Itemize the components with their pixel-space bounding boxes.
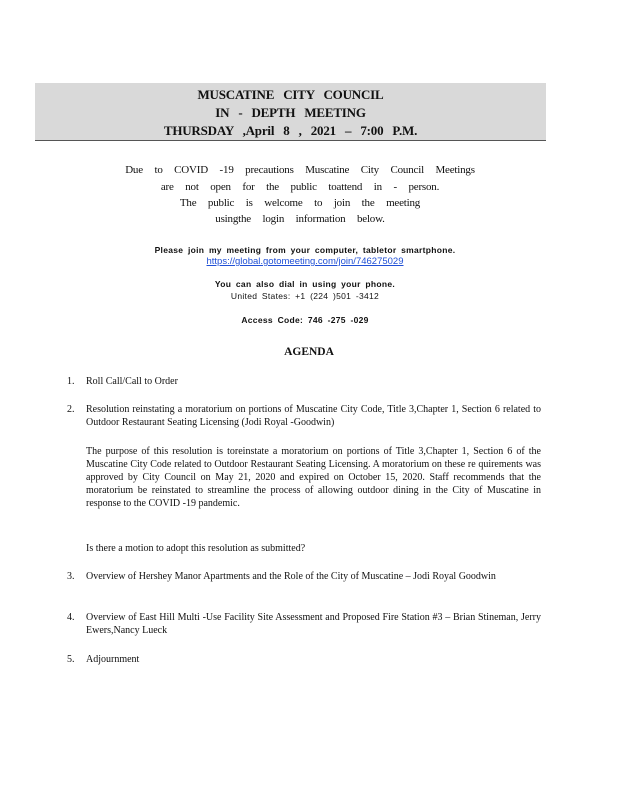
agenda-item-text: Overview of East Hill Multi -Use Facility Site Assessment and Proposed Fire Station #3 – Brian Stineman, Jerry Ewers,Nancy Lueck [86,612,541,636]
header-title-line1: MUSCATINE CITY COUNCIL [197,87,384,102]
agenda-item-text: Overview of Hershey Manor Apartments and the Role of the City of Muscatine – Jodi Royal Goodwin [86,571,496,582]
item2-motion-question: Is there a motion to adopt this resolution as submitted? [86,543,306,554]
agenda-item-number: 3. [67,571,75,582]
agenda-item-number: 2. [67,404,75,415]
meeting-link[interactable]: https://global.gotomeeting.com/join/746275029 [206,256,404,267]
dial-in-phone: United States: +1 (224 )501 -3412 [230,291,380,301]
agenda-heading: AGENDA [284,346,334,358]
header-date-line: THURSDAY ,April 8 , 2021 – 7:00 P.M. [163,123,418,138]
covid-notice-line2: are not open for the public toattend in - person. [160,181,440,193]
agenda-item-number: 4. [67,612,75,623]
covid-notice-line4: usingthe login information below. [215,213,385,225]
agenda-item-text: Roll Call/Call to Order [86,376,178,387]
agenda-item-text: Resolution reinstating a moratorium on portions of Muscatine City Code, Title 3,Chapter 1, Section 6 related to Outdoor Restaurant Seating Licensing (Jodi Royal -Goodwin) [86,404,541,428]
agenda-item-number: 1. [67,376,75,387]
agenda-item-number: 5. [67,654,75,665]
header-title-line2: IN - DEPTH MEETING [215,105,366,120]
covid-notice-line1: Due to COVID -19 precautions Muscatine City Council Meetings [125,164,475,176]
covid-notice-line3: The public is welcome to join the meeting [179,197,421,209]
access-code: Access Code: 746 -275 -029 [241,315,369,325]
item2-purpose-paragraph: The purpose of this resolution is toreinstate a moratorium on portions of Title 3,Chapter 1, Section 6 of the Muscatine City Code related to Outdoor Restaurant Seating Licensing. A moratorium on these re quirements was approved by City Council on May 21, 2020 and expired on October 15, 2020. Staff recommends that the moratorium be reinstated to streamline the process of allowing outdoor dining in the City of Muscatine in response to the COVID -19 pandemic. [86,446,541,509]
dial-in-instructions: You can also dial in using your phone. [214,279,396,289]
agenda-item-text: Adjournment [86,654,140,665]
join-instructions: Please join my meeting from your computer, tabletor smartphone. [154,245,456,255]
